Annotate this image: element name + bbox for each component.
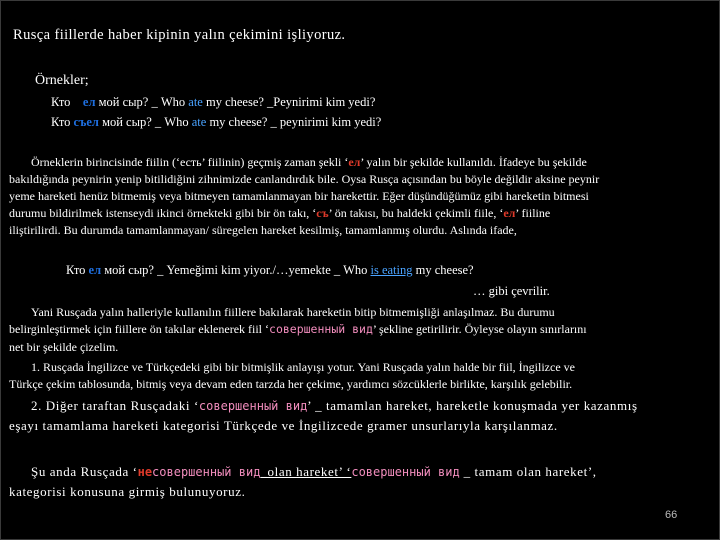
p1-line-5 [9, 223, 517, 238]
example-3-tail: … gibi çevrilir. [473, 284, 550, 298]
example-3 [66, 263, 474, 278]
ex2-end: my cheese? _ peynirimi kim yedi? [206, 115, 382, 129]
ex1-verb: ел [82, 95, 96, 109]
ex3-is-eating: is eating [370, 263, 413, 277]
p1-l4-prefix: съ [316, 206, 329, 220]
p1-l4-verb: ел [503, 206, 516, 220]
page-number: 66 [665, 509, 678, 521]
p4-l1-text2: ’ _ tamamlan hareket, hareketle konuşmada yer kazanmış [307, 398, 638, 413]
p2-l2-text2: ’ şekline getirilirir. Öyleyse olayın sınırlarını [372, 322, 587, 336]
p1-line-1 [31, 155, 587, 170]
p5-l1-term2: совершенный вид [351, 465, 460, 479]
ex3-mid: мой сыр? _ Yemeğimi kim yiyor./…yemekte _ Who [101, 263, 371, 277]
p5-l1-text2: _olan hareket’ ‘ [260, 464, 352, 479]
p1-line-2 [9, 172, 599, 187]
p5-l1-text: Şu anda Rusçada ‘ [31, 464, 138, 479]
slide-title: Rusça fiillerde haber kipinin yalın çekimini işliyoruz. [13, 27, 346, 43]
ex2-ate: ate [191, 115, 207, 129]
p3-line-1: 1. Rusçada İngilizce ve Türkçedeki gibi bir bitmişlik anlayışı yotur. Yani Rusçada yalın halde bir fiil, İngilizce ve [31, 360, 575, 374]
ex3-end: my cheese? [412, 263, 474, 277]
p1-l5-text: iliştirilirdi. Bu durumda tamamlanmayan/ süregelen hareket kesilmiş, tamamlanmış olurdu. Aslında ifade, [9, 223, 517, 237]
ex1-who: Кто [51, 95, 71, 109]
p3-line-2: Türkçe çekim tablosunda, bitmiş veya devam eden tarzda her çekime, yardımcı sözcüklerle birlikte, karşılık gelebilir. [9, 377, 573, 391]
p1-l3-text: yeme hareketi henüz bitmemiş veya bitmeyen tamamlanmayan bir harekettir. Eğer düşündüğümüz gibi hareketin bitmesi [9, 189, 589, 203]
ex2-mid: мой сыр? _ Who [98, 115, 192, 129]
p1-l1-verb: ел [348, 155, 361, 169]
ex2-verb: съел [73, 115, 99, 129]
p1-l2-text: bakıldığında peynirin yenip bitilidiğini zihnimizde canlandırdık bile. Oysa Rusça açısından bu böyle değildir aksine peynir [9, 172, 600, 186]
p2-l2-term: совершенный вид [269, 322, 373, 336]
p1-line-3 [9, 189, 589, 204]
p1-l4-text2: ’ ön takısı, bu haldeki çekimli fiile, ‘ [328, 206, 504, 220]
p5-l1-term: совершенный вид [152, 465, 261, 479]
examples-label: Örnekler; [35, 73, 89, 88]
p2-line-2 [9, 322, 587, 337]
p4-l1-text: 2. Diğer taraftan Rusçadaki ‘ [31, 398, 199, 413]
p5-l1-text3: _ tamam olan hareket’, [459, 464, 597, 479]
p2-line-1: Yani Rusçada yalın halleriyle kullanılın fiillere bakılarak hareketin bitip bitmemişliği anlaşılmaz. Bu durumu [31, 305, 555, 319]
ex2-who: Кто [51, 115, 74, 129]
ex1-ate: ate [188, 95, 203, 109]
ex1-mid: мой сыр? _ Who [95, 95, 189, 109]
p4-line-2: eşayı tamamlama hareketi kategorisi Türkçede ve İngilizcede gramer unsurlarıyla karşılanmaz. [9, 418, 558, 433]
p1-l4-text: durumu bildirilmek istenseydi ikinci örnekteki gibi bir ön takı, ‘ [9, 206, 317, 220]
p4-line-1 [31, 398, 638, 414]
ex3-who: Кто [66, 263, 89, 277]
p1-l1-text: Örneklerin birincisinde fiilin (‘есть’ fiilinin) geçmiş zaman şekli ‘ [31, 155, 349, 169]
p2-line-3: net bir şekilde çizelim. [9, 340, 119, 354]
p5-l1-ne: не [137, 465, 153, 479]
p1-line-4 [9, 206, 550, 221]
example-2 [51, 115, 381, 130]
p1-l4-text3: ’ fiiline [515, 206, 551, 220]
p1-l1-text2: ’ yalın bir şekilde kullanıldı. İfadeye bu şekilde [360, 155, 587, 169]
ex1-end: my cheese? _Peynirimi kim yedi? [202, 95, 376, 109]
p4-l1-term: совершенный вид [198, 399, 308, 413]
p5-line-2: kategorisi konusuna girmiş bulunuyoruz. [9, 484, 246, 499]
p2-l2-text: belirginleştirmek için fiillere ön takılar eklenerek fiil ‘ [9, 322, 270, 336]
ex3-verb: ел [88, 263, 102, 277]
example-1 [51, 95, 375, 110]
p5-line-1 [31, 464, 597, 480]
